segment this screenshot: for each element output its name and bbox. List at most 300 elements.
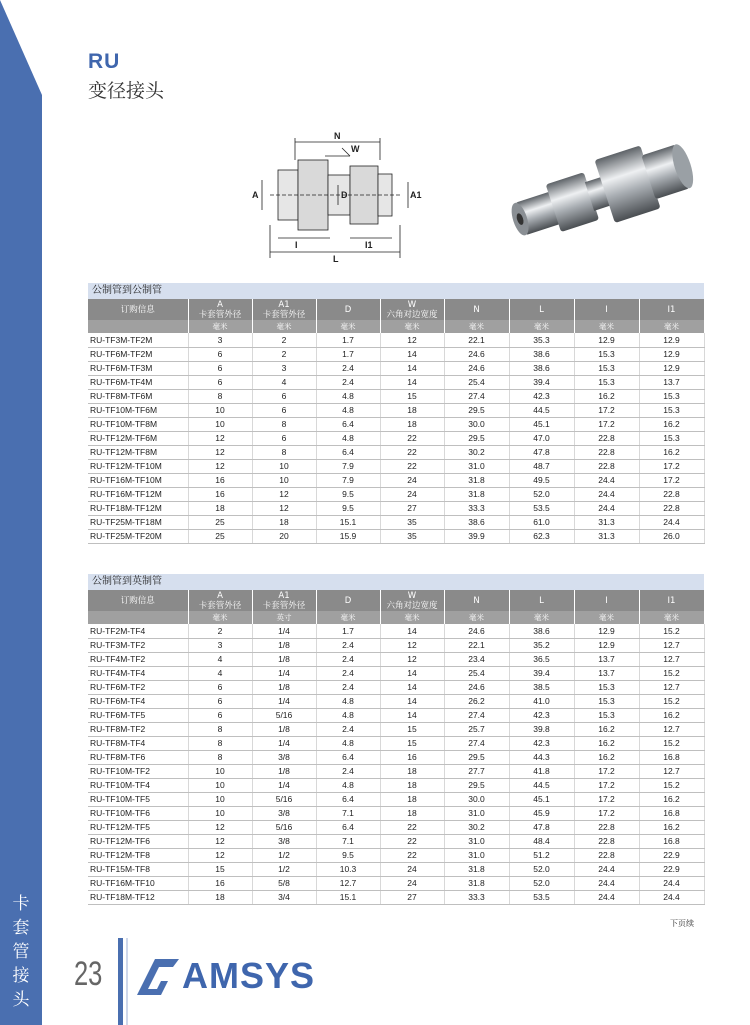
unit-cell: 毫米 <box>316 611 380 624</box>
value-cell: 8 <box>252 445 316 459</box>
value-cell: 35.3 <box>509 333 574 347</box>
value-cell: 22.1 <box>444 638 509 652</box>
value-cell: 22.1 <box>444 333 509 347</box>
value-cell: 6 <box>188 680 252 694</box>
value-cell: 12.9 <box>574 638 639 652</box>
value-cell: 22 <box>380 820 444 834</box>
order-code-cell: RU-TF6M-TF4M <box>88 375 188 389</box>
value-cell: 6 <box>188 347 252 361</box>
value-cell: 38.6 <box>444 515 509 529</box>
unit-cell: 毫米 <box>380 611 444 624</box>
value-cell: 17.2 <box>574 764 639 778</box>
value-cell: 35.2 <box>509 638 574 652</box>
value-cell: 12.7 <box>639 638 704 652</box>
value-cell: 2.4 <box>316 764 380 778</box>
value-cell: 2.4 <box>316 722 380 736</box>
col-header-D: D <box>316 590 380 611</box>
value-cell: 47.8 <box>509 445 574 459</box>
value-cell: 1/4 <box>252 736 316 750</box>
value-cell: 6 <box>252 389 316 403</box>
order-code-cell: RU-TF12M-TF6 <box>88 834 188 848</box>
value-cell: 22 <box>380 459 444 473</box>
value-cell: 24 <box>380 487 444 501</box>
value-cell: 22.8 <box>574 459 639 473</box>
value-cell: 3 <box>188 638 252 652</box>
value-cell: 15.2 <box>639 666 704 680</box>
value-cell: 5/16 <box>252 820 316 834</box>
value-cell: 30.2 <box>444 445 509 459</box>
value-cell: 12.9 <box>574 624 639 638</box>
order-code-cell: RU-TF10M-TF4 <box>88 778 188 792</box>
order-code-cell: RU-TF6M-TF2M <box>88 347 188 361</box>
table-row <box>88 722 704 736</box>
table-row <box>88 820 704 834</box>
value-cell: 24.4 <box>639 890 704 904</box>
value-cell: 14 <box>380 375 444 389</box>
value-cell: 4 <box>252 375 316 389</box>
col-header-I: I <box>574 590 639 611</box>
value-cell: 44.5 <box>509 778 574 792</box>
value-cell: 10 <box>188 764 252 778</box>
table-row <box>88 529 704 543</box>
table-row <box>88 473 704 487</box>
value-cell: 45.1 <box>509 792 574 806</box>
value-cell: 16 <box>188 487 252 501</box>
value-cell: 12 <box>188 445 252 459</box>
value-cell: 5/16 <box>252 792 316 806</box>
value-cell: 12 <box>188 848 252 862</box>
value-cell: 4 <box>188 652 252 666</box>
order-code-cell: RU-TF12M-TF8M <box>88 445 188 459</box>
col-header-A1: A1 卡套管外径 <box>252 590 316 611</box>
unit-cell: 毫米 <box>574 611 639 624</box>
value-cell: 41.0 <box>509 694 574 708</box>
value-cell: 6 <box>188 694 252 708</box>
value-cell: 38.5 <box>509 680 574 694</box>
value-cell: 29.5 <box>444 403 509 417</box>
value-cell: 12.7 <box>639 652 704 666</box>
value-cell: 25 <box>188 515 252 529</box>
value-cell: 13.7 <box>574 652 639 666</box>
order-code-cell: RU-TF12M-TF6M <box>88 431 188 445</box>
table-row <box>88 666 704 680</box>
unit-cell: 毫米 <box>316 320 380 333</box>
value-cell: 4.8 <box>316 431 380 445</box>
value-cell: 24.6 <box>444 680 509 694</box>
table-row <box>88 736 704 750</box>
value-cell: 16 <box>188 473 252 487</box>
value-cell: 22.8 <box>574 834 639 848</box>
value-cell: 4.8 <box>316 389 380 403</box>
footer-divider-light <box>126 938 128 1025</box>
value-cell: 14 <box>380 347 444 361</box>
col-header-I1: I1 <box>639 299 704 320</box>
unit-cell: 毫米 <box>188 320 252 333</box>
value-cell: 10 <box>188 417 252 431</box>
value-cell: 16.2 <box>574 750 639 764</box>
order-code-cell: RU-TF10M-TF8M <box>88 417 188 431</box>
value-cell: 15.3 <box>574 375 639 389</box>
value-cell: 15.3 <box>639 389 704 403</box>
value-cell: 14 <box>380 708 444 722</box>
value-cell: 31.8 <box>444 473 509 487</box>
value-cell: 52.0 <box>509 487 574 501</box>
value-cell: 24.4 <box>574 473 639 487</box>
table-row <box>88 417 704 431</box>
value-cell: 3 <box>252 361 316 375</box>
table-row <box>88 459 704 473</box>
value-cell: 12.7 <box>316 876 380 890</box>
value-cell: 1/8 <box>252 638 316 652</box>
value-cell: 44.3 <box>509 750 574 764</box>
value-cell: 29.5 <box>444 750 509 764</box>
value-cell: 13.7 <box>574 666 639 680</box>
value-cell: 17.2 <box>574 778 639 792</box>
value-cell: 17.2 <box>574 403 639 417</box>
value-cell: 26.2 <box>444 694 509 708</box>
col-header-W: W 六角对边宽度 <box>380 299 444 320</box>
value-cell: 1/8 <box>252 680 316 694</box>
value-cell: 42.3 <box>509 708 574 722</box>
value-cell: 38.6 <box>509 347 574 361</box>
value-cell: 25 <box>188 529 252 543</box>
value-cell: 15.3 <box>574 708 639 722</box>
order-code-cell: RU-TF16M-TF10 <box>88 876 188 890</box>
value-cell: 44.5 <box>509 403 574 417</box>
value-cell: 22.8 <box>574 445 639 459</box>
dim-label-W: W <box>351 144 360 154</box>
order-code-cell: RU-TF8M-TF6 <box>88 750 188 764</box>
value-cell: 18 <box>380 778 444 792</box>
value-cell: 2.4 <box>316 652 380 666</box>
value-cell: 2 <box>252 347 316 361</box>
value-cell: 2.4 <box>316 375 380 389</box>
table-row <box>88 848 704 862</box>
dim-label-A1: A1 <box>410 190 422 200</box>
value-cell: 7.1 <box>316 806 380 820</box>
value-cell: 3/8 <box>252 750 316 764</box>
col-header-A: A 卡套管外径 <box>188 299 252 320</box>
value-cell: 17.2 <box>574 806 639 820</box>
value-cell: 2.4 <box>316 638 380 652</box>
value-cell: 45.1 <box>509 417 574 431</box>
value-cell: 27 <box>380 890 444 904</box>
value-cell: 39.9 <box>444 529 509 543</box>
value-cell: 1/2 <box>252 848 316 862</box>
page-number: 23 <box>74 955 103 993</box>
value-cell: 24.4 <box>574 876 639 890</box>
value-cell: 22.8 <box>639 487 704 501</box>
value-cell: 4.8 <box>316 736 380 750</box>
order-code-cell: RU-TF12M-TF10M <box>88 459 188 473</box>
value-cell: 15.3 <box>574 361 639 375</box>
value-cell: 25.4 <box>444 666 509 680</box>
dim-label-I: I <box>295 240 298 250</box>
table-row <box>88 403 704 417</box>
order-code-cell: RU-TF16M-TF10M <box>88 473 188 487</box>
value-cell: 39.4 <box>509 375 574 389</box>
value-cell: 5/16 <box>252 708 316 722</box>
value-cell: 35 <box>380 529 444 543</box>
table-row <box>88 445 704 459</box>
value-cell: 1/2 <box>252 862 316 876</box>
value-cell: 22 <box>380 445 444 459</box>
value-cell: 52.0 <box>509 862 574 876</box>
value-cell: 18 <box>380 403 444 417</box>
order-code-cell: RU-TF12M-TF5 <box>88 820 188 834</box>
value-cell: 31.8 <box>444 876 509 890</box>
order-code-cell: RU-TF6M-TF5 <box>88 708 188 722</box>
footer-divider <box>118 938 123 1025</box>
order-code-cell: RU-TF4M-TF2 <box>88 652 188 666</box>
value-cell: 6.4 <box>316 750 380 764</box>
value-cell: 30.0 <box>444 792 509 806</box>
value-cell: 16 <box>188 876 252 890</box>
table-row <box>88 333 704 347</box>
technical-drawing <box>250 130 430 265</box>
unit-cell: 毫米 <box>574 320 639 333</box>
table-row <box>88 652 704 666</box>
value-cell: 12 <box>252 487 316 501</box>
table-row <box>88 750 704 764</box>
sidebar-char: 接 <box>12 966 30 986</box>
value-cell: 16.2 <box>639 417 704 431</box>
value-cell: 1.7 <box>316 624 380 638</box>
col-header-N: N <box>444 590 509 611</box>
value-cell: 16.8 <box>639 834 704 848</box>
value-cell: 4.8 <box>316 694 380 708</box>
col-header-I1: I1 <box>639 590 704 611</box>
value-cell: 16 <box>380 750 444 764</box>
value-cell: 8 <box>188 736 252 750</box>
table-row <box>88 515 704 529</box>
table-title: 公制管到公制管 <box>88 283 704 299</box>
value-cell: 30.2 <box>444 820 509 834</box>
value-cell: 62.3 <box>509 529 574 543</box>
value-cell: 8 <box>188 722 252 736</box>
value-cell: 9.5 <box>316 501 380 515</box>
value-cell: 14 <box>380 680 444 694</box>
value-cell: 18 <box>252 515 316 529</box>
order-code-cell: RU-TF8M-TF2 <box>88 722 188 736</box>
value-cell: 16.2 <box>574 389 639 403</box>
value-cell: 30.0 <box>444 417 509 431</box>
value-cell: 8 <box>188 389 252 403</box>
table-row <box>88 347 704 361</box>
value-cell: 27.4 <box>444 708 509 722</box>
value-cell: 22.8 <box>574 848 639 862</box>
unit-cell: 英寸 <box>252 611 316 624</box>
value-cell: 35 <box>380 515 444 529</box>
value-cell: 8 <box>252 417 316 431</box>
product-photo <box>500 128 700 253</box>
value-cell: 31.0 <box>444 834 509 848</box>
order-code-cell: RU-TF10M-TF6 <box>88 806 188 820</box>
value-cell: 1.7 <box>316 333 380 347</box>
value-cell: 31.0 <box>444 459 509 473</box>
value-cell: 10 <box>252 473 316 487</box>
value-cell: 12 <box>380 652 444 666</box>
value-cell: 17.2 <box>574 417 639 431</box>
table-row <box>88 624 704 638</box>
value-cell: 3 <box>188 333 252 347</box>
units-row <box>88 320 704 333</box>
order-code-cell: RU-TF8M-TF4 <box>88 736 188 750</box>
dim-label-I1: I1 <box>365 240 373 250</box>
col-header-order: 订购信息 <box>88 299 188 320</box>
value-cell: 24 <box>380 876 444 890</box>
value-cell: 1/4 <box>252 624 316 638</box>
value-cell: 15.2 <box>639 778 704 792</box>
unit-cell: 毫米 <box>188 611 252 624</box>
value-cell: 15.3 <box>639 431 704 445</box>
table-row <box>88 431 704 445</box>
value-cell: 27.4 <box>444 736 509 750</box>
product-code: RU <box>88 50 121 73</box>
sidebar <box>0 0 42 1025</box>
table-metric-to-imperial <box>88 574 704 905</box>
value-cell: 2.4 <box>316 680 380 694</box>
value-cell: 12 <box>380 638 444 652</box>
value-cell: 10.3 <box>316 862 380 876</box>
value-cell: 42.3 <box>509 389 574 403</box>
value-cell: 15 <box>188 862 252 876</box>
order-code-cell: RU-TF10M-TF6M <box>88 403 188 417</box>
unit-cell: 毫米 <box>444 320 509 333</box>
value-cell: 2 <box>188 624 252 638</box>
value-cell: 38.6 <box>509 624 574 638</box>
value-cell: 15.3 <box>574 694 639 708</box>
value-cell: 27 <box>380 501 444 515</box>
value-cell: 24.6 <box>444 347 509 361</box>
order-code-cell: RU-TF15M-TF8 <box>88 862 188 876</box>
value-cell: 6 <box>188 375 252 389</box>
value-cell: 48.7 <box>509 459 574 473</box>
value-cell: 1/4 <box>252 666 316 680</box>
sidebar-category-text <box>0 892 42 1012</box>
value-cell: 12.9 <box>574 333 639 347</box>
value-cell: 25.4 <box>444 375 509 389</box>
value-cell: 24.4 <box>574 862 639 876</box>
value-cell: 14 <box>380 666 444 680</box>
order-code-cell: RU-TF4M-TF4 <box>88 666 188 680</box>
value-cell: 15.1 <box>316 890 380 904</box>
value-cell: 24.4 <box>574 890 639 904</box>
value-cell: 16.2 <box>639 445 704 459</box>
value-cell: 18 <box>380 417 444 431</box>
value-cell: 18 <box>188 501 252 515</box>
table-row <box>88 834 704 848</box>
dim-label-D: D <box>341 190 348 200</box>
value-cell: 24.4 <box>639 515 704 529</box>
order-code-cell: RU-TF25M-TF18M <box>88 515 188 529</box>
value-cell: 39.4 <box>509 666 574 680</box>
value-cell: 16.2 <box>574 736 639 750</box>
table-row <box>88 862 704 876</box>
value-cell: 1/8 <box>252 652 316 666</box>
sidebar-char: 头 <box>12 990 30 1010</box>
value-cell: 12.9 <box>639 361 704 375</box>
order-code-cell: RU-TF6M-TF4 <box>88 694 188 708</box>
value-cell: 27.4 <box>444 389 509 403</box>
order-code-cell: RU-TF8M-TF6M <box>88 389 188 403</box>
table-title: 公制管到英制管 <box>88 574 704 590</box>
value-cell: 9.5 <box>316 848 380 862</box>
table-row <box>88 638 704 652</box>
table-row <box>88 708 704 722</box>
value-cell: 22.8 <box>574 820 639 834</box>
value-cell: 31.0 <box>444 848 509 862</box>
value-cell: 31.0 <box>444 806 509 820</box>
value-cell: 14 <box>380 624 444 638</box>
dim-label-A: A <box>252 190 259 200</box>
col-header-order: 订购信息 <box>88 590 188 611</box>
units-row <box>88 611 704 624</box>
col-header-A1: A1 卡套管外径 <box>252 299 316 320</box>
table-row <box>88 778 704 792</box>
value-cell: 24.6 <box>444 624 509 638</box>
value-cell: 16.8 <box>639 750 704 764</box>
value-cell: 39.8 <box>509 722 574 736</box>
unit-cell: 毫米 <box>639 320 704 333</box>
value-cell: 15.2 <box>639 736 704 750</box>
value-cell: 6.4 <box>316 820 380 834</box>
dim-label-L: L <box>333 254 339 264</box>
value-cell: 31.8 <box>444 862 509 876</box>
value-cell: 10 <box>188 806 252 820</box>
value-cell: 45.9 <box>509 806 574 820</box>
value-cell: 47.8 <box>509 820 574 834</box>
spec-table <box>88 299 705 544</box>
value-cell: 48.4 <box>509 834 574 848</box>
value-cell: 7.9 <box>316 473 380 487</box>
value-cell: 1.7 <box>316 347 380 361</box>
value-cell: 12 <box>188 834 252 848</box>
value-cell: 22 <box>380 848 444 862</box>
value-cell: 12 <box>380 333 444 347</box>
order-code-cell: RU-TF10M-TF2 <box>88 764 188 778</box>
amsys-logo-icon <box>135 955 180 997</box>
table-row <box>88 890 704 904</box>
unit-cell: 毫米 <box>639 611 704 624</box>
value-cell: 4.8 <box>316 403 380 417</box>
value-cell: 22 <box>380 834 444 848</box>
value-cell: 17.2 <box>639 459 704 473</box>
order-code-cell: RU-TF18M-TF12 <box>88 890 188 904</box>
sidebar-corner-cut <box>0 0 42 95</box>
value-cell: 38.6 <box>509 361 574 375</box>
value-cell: 2.4 <box>316 361 380 375</box>
value-cell: 5/8 <box>252 876 316 890</box>
value-cell: 31.8 <box>444 487 509 501</box>
value-cell: 17.2 <box>639 473 704 487</box>
order-code-cell: RU-TF10M-TF5 <box>88 792 188 806</box>
order-code-cell: RU-TF6M-TF3M <box>88 361 188 375</box>
value-cell: 24 <box>380 862 444 876</box>
value-cell: 27.7 <box>444 764 509 778</box>
table-body <box>88 333 704 543</box>
value-cell: 13.7 <box>639 375 704 389</box>
order-code-cell: RU-TF3M-TF2M <box>88 333 188 347</box>
value-cell: 4 <box>188 666 252 680</box>
value-cell: 26.0 <box>639 529 704 543</box>
value-cell: 15.1 <box>316 515 380 529</box>
value-cell: 15.2 <box>639 694 704 708</box>
continued-note: 下页续 <box>670 919 694 928</box>
unit-cell: 毫米 <box>509 611 574 624</box>
value-cell: 15 <box>380 736 444 750</box>
table-row <box>88 806 704 820</box>
